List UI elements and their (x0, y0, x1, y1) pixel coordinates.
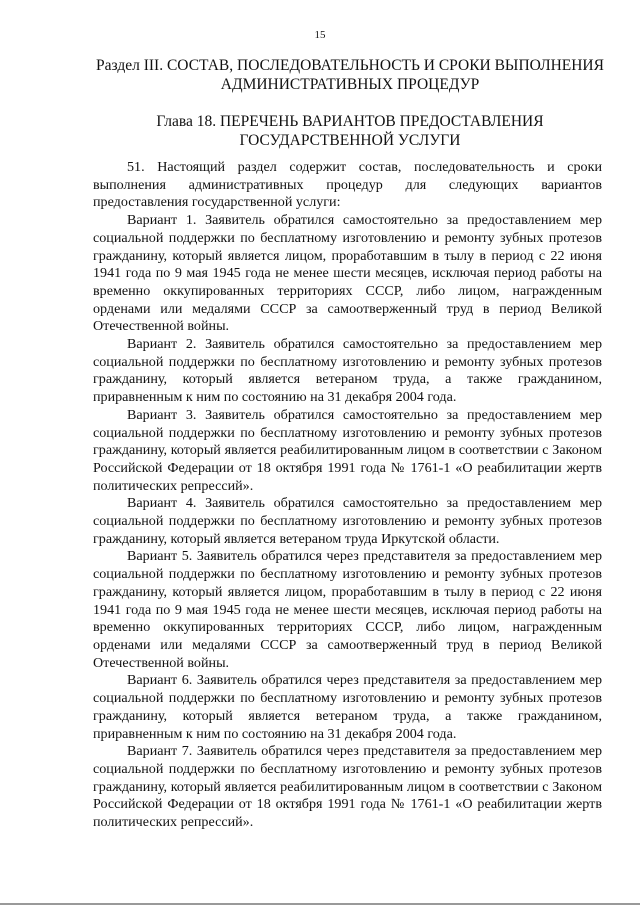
paragraph-variant-1: Вариант 1. Заявитель обратился самостоятельно за предоставлением мер социальной поддержки по бесплатному изготовлению и ремонту зубных протезов гражданину, который является лицом, проработавшим в тылу в период с 22 июня 1941 года по 9 мая 1945 года не менее шести месяцев, исключая период работы на временно оккупированных территориях СССР, либо лицом, награжденным орденами или медалями СССР за самоотверженный труд в период Великой Отечественной войны. (93, 212, 602, 335)
paragraph-variant-4: Вариант 4. Заявитель обратился самостоятельно за предоставлением мер социальной поддержки по бесплатному изготовлению и ремонту зубных протезов гражданину, который является ветераном труда Иркутской области. (93, 495, 602, 547)
chapter-title: Глава 18. ПЕРЕЧЕНЬ ВАРИАНТОВ ПРЕДОСТАВЛЕНИЯ ГОСУДАРСТВЕННОЙ УСЛУГИ (156, 113, 544, 149)
document-body (93, 159, 602, 832)
paragraph-variant-2: Вариант 2. Заявитель обратился самостоятельно за предоставлением мер социальной поддержки по бесплатному изготовлению и ремонту зубных протезов гражданину, который является ветераном труда, а также гражданином, приравненным к ним по состоянию на 31 декабря 2004 года. (93, 336, 602, 406)
paragraph-variant-6: Вариант 6. Заявитель обратился через представителя за предоставлением мер социальной поддержки по бесплатному изготовлению и ремонту зубных протезов гражданину, который является ветераном труда, а также гражданином, приравненным к ним по состоянию на 31 декабря 2004 года. (93, 672, 602, 742)
page-number: 15 (314, 29, 326, 41)
paragraph-variant-7: Вариант 7. Заявитель обратился через представителя за предоставлением мер социальной поддержки по бесплатному изготовлению и ремонту зубных протезов гражданину, который является реабилитированным лицом в соответствии с Законом Российской Федерации от 18 октября 1991 года № 1761-1 «О реабилитации жертв политических репрессий». (93, 743, 602, 831)
paragraph-clause-51: 51. Настоящий раздел содержит состав, последовательность и сроки выполнения административных процедур для следующих вариантов предоставления государственной услуги: (93, 159, 602, 211)
section-title: Раздел III. СОСТАВ, ПОСЛЕДОВАТЕЛЬНОСТЬ И СРОКИ ВЫПОЛНЕНИЯ АДМИНИСТРАТИВНЫХ ПРОЦЕДУР (96, 57, 604, 93)
paragraph-variant-3: Вариант 3. Заявитель обратился самостоятельно за предоставлением мер социальной поддержки по бесплатному изготовлению и ремонту зубных протезов гражданину, который является реабилитированным лицом в соответствии с Законом Российской Федерации от 18 октября 1991 года № 1761-1 «О реабилитации жертв политических репрессий». (93, 406, 602, 494)
paragraph-variant-5: Вариант 5. Заявитель обратился через представителя за предоставлением мер социальной поддержки по бесплатному изготовлению и ремонту зубных протезов гражданину, который является лицом, проработавшим в тылу в период с 22 июня 1941 года по 9 мая 1945 года не менее шести месяцев, исключая период работы на временно оккупированных территориях СССР, либо лицом, награжденным орденами или медалями СССР за самоотверженный труд в период Великой Отечественной войны. (93, 548, 602, 671)
